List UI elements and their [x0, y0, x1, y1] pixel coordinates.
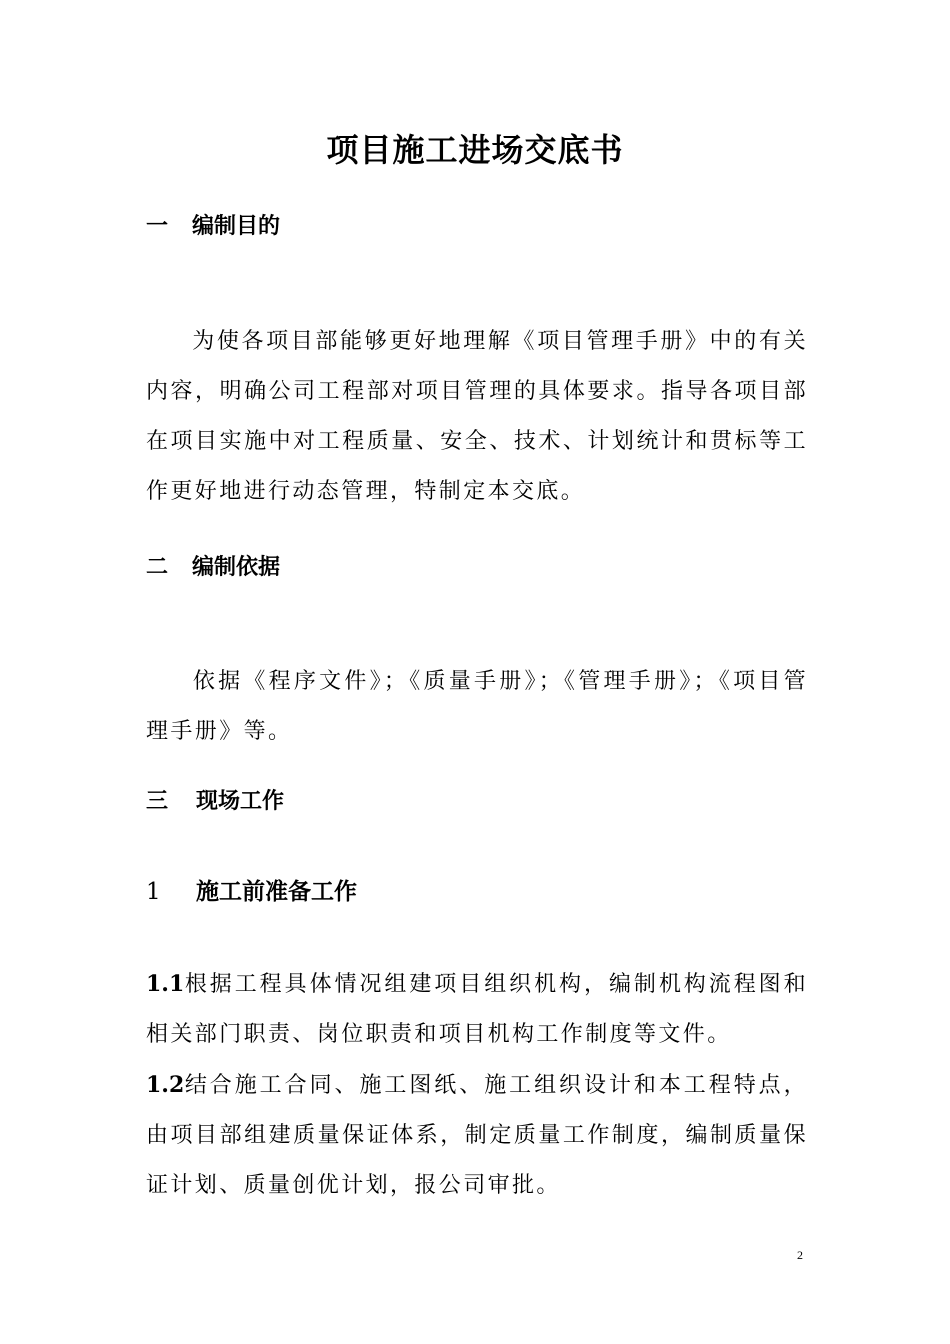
subsection-heading-preparation — [146, 876, 357, 908]
item-label: 1.2 — [146, 1072, 185, 1098]
page-number: 2 — [797, 1248, 803, 1262]
section-number: 一 — [146, 213, 169, 239]
paragraph-text: 为使各项目部能够更好地理解《项目管理手册》中的有关内容，明确公司工程部对项目管理的具体要求。指导各项目部在项目实施中对工程质量、安全、技术、计划统计和贯标等工作更好地进行动态管理，特制定本交底。 — [146, 329, 808, 504]
section-title: 现场工作 — [196, 788, 285, 814]
item-text: 结合施工合同、施工图纸、施工组织设计和本工程特点，由项目部组建质量保证体系，制定质量工作制度，编制质量保证计划、质量创优计划，报公司审批。 — [146, 1073, 808, 1198]
section-heading-basis — [146, 551, 280, 583]
section-paragraph-purpose — [146, 317, 808, 517]
list-item-1-2 — [146, 1060, 808, 1211]
list-item-1-1 — [146, 959, 808, 1060]
section-title: 编制目的 — [192, 213, 281, 239]
section-number: 三 — [146, 788, 169, 814]
paragraph-text: 依据《程序文件》；《质量手册》；《管理手册》；《项目管理手册》等。 — [146, 669, 808, 744]
section-paragraph-basis — [146, 657, 808, 757]
section-heading-site-work — [146, 785, 284, 817]
section-title: 编制依据 — [192, 554, 281, 580]
item-text: 根据工程具体情况组建项目组织机构，编制机构流程图和相关部门职责、岗位职责和项目机构工作制度等文件。 — [146, 972, 808, 1047]
document-title: 项目施工进场交底书 — [326, 131, 624, 169]
item-label: 1.1 — [146, 971, 185, 997]
section-number: 二 — [146, 554, 169, 580]
subsection-number: 1 — [146, 879, 161, 905]
section-heading-purpose — [146, 210, 280, 242]
subsection-title: 施工前准备工作 — [196, 878, 357, 905]
